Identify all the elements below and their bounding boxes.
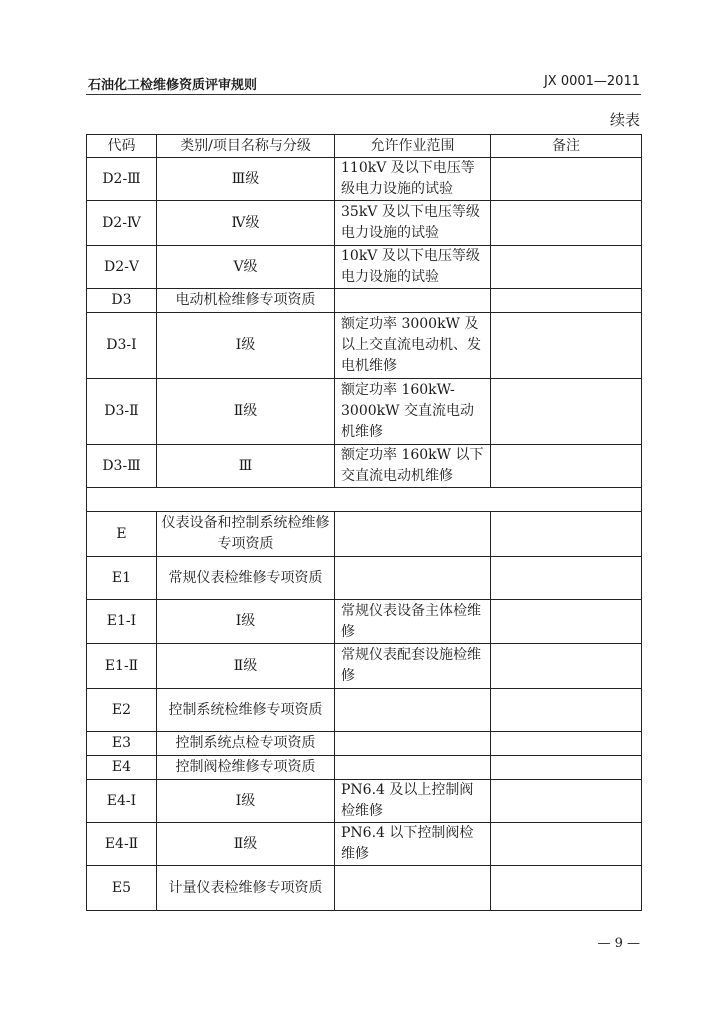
table-header-row <box>87 135 642 158</box>
row-code: E3 <box>87 732 157 756</box>
table-row <box>87 246 642 289</box>
table-row <box>87 600 642 644</box>
continued-label: 续表 <box>609 111 640 129</box>
row-code: D2-Ⅳ <box>87 201 157 246</box>
row-note <box>491 644 642 689</box>
row-scope <box>335 732 491 756</box>
row-code: D3 <box>87 289 157 313</box>
row-scope: 常规仪表配套设施检维修 <box>335 644 491 689</box>
row-note <box>491 246 642 289</box>
table-row <box>87 512 642 557</box>
table-row <box>87 644 642 689</box>
row-code: E1 <box>87 557 157 600</box>
row-code: D2-Ⅲ <box>87 158 157 201</box>
row-note <box>491 201 642 246</box>
row-note <box>491 756 642 780</box>
qualification-table <box>86 134 642 911</box>
row-note <box>491 379 642 445</box>
table-row <box>87 823 642 866</box>
row-scope: 110kV 及以下电压等级电力设施的试验 <box>335 158 491 201</box>
column-header-scope: 允许作业范围 <box>335 135 491 158</box>
row-code: E4-Ⅱ <box>87 823 157 866</box>
row-note <box>491 313 642 379</box>
column-header-note: 备注 <box>491 135 642 158</box>
table-row <box>87 689 642 732</box>
table-row <box>87 780 642 823</box>
row-name: Ⅱ级 <box>157 379 335 445</box>
row-name: Ⅰ级 <box>157 600 335 644</box>
row-code: E4 <box>87 756 157 780</box>
row-note <box>491 866 642 911</box>
row-code: D3-Ⅱ <box>87 379 157 445</box>
row-note <box>491 823 642 866</box>
row-scope: 10kV 及以下电压等级电力设施的试验 <box>335 246 491 289</box>
row-note <box>491 689 642 732</box>
row-scope: 额定功率 160kW-3000kW 交直流电动机维修 <box>335 379 491 445</box>
empty-row-cell <box>87 488 642 512</box>
row-name: 计量仪表检维修专项资质 <box>157 866 335 911</box>
document-title: 石油化工检维修资质评审规则 <box>88 78 258 93</box>
standard-code: JX 0001—2011 <box>543 74 640 89</box>
row-scope <box>335 557 491 600</box>
header-rule <box>86 94 641 95</box>
row-code: E1-Ⅱ <box>87 644 157 689</box>
row-name: 控制系统点检专项资质 <box>157 732 335 756</box>
table-row <box>87 732 642 756</box>
table-row <box>87 379 642 445</box>
row-scope <box>335 512 491 557</box>
row-note <box>491 289 642 313</box>
row-name: Ⅰ级 <box>157 313 335 379</box>
row-name: 控制阀检维修专项资质 <box>157 756 335 780</box>
table-row <box>87 201 642 246</box>
table-row <box>87 866 642 911</box>
row-note <box>491 445 642 488</box>
row-note <box>491 512 642 557</box>
row-note <box>491 780 642 823</box>
row-scope <box>335 866 491 911</box>
row-scope: PN6.4 以下控制阀检维修 <box>335 823 491 866</box>
row-code: D3-Ⅰ <box>87 313 157 379</box>
row-name: 常规仪表检维修专项资质 <box>157 557 335 600</box>
table-row <box>87 289 642 313</box>
table-row <box>87 557 642 600</box>
row-name: 电动机检维修专项资质 <box>157 289 335 313</box>
row-name: Ⅰ级 <box>157 780 335 823</box>
row-code: E4-Ⅰ <box>87 780 157 823</box>
row-scope <box>335 756 491 780</box>
row-scope: 额定功率 160kW 以下交直流电动机维修 <box>335 445 491 488</box>
row-code: D3-Ⅲ <box>87 445 157 488</box>
row-scope: 35kV 及以下电压等级电力设施的试验 <box>335 201 491 246</box>
row-note <box>491 158 642 201</box>
row-code: E5 <box>87 866 157 911</box>
row-code: E2 <box>87 689 157 732</box>
row-scope: PN6.4 及以上控制阀检维修 <box>335 780 491 823</box>
column-header-name: 类别/项目名称与分级 <box>157 135 335 158</box>
table-row <box>87 158 642 201</box>
row-code: E <box>87 512 157 557</box>
row-scope: 常规仪表设备主体检维修 <box>335 600 491 644</box>
row-name: Ⅳ级 <box>157 201 335 246</box>
column-header-code: 代码 <box>87 135 157 158</box>
row-note <box>491 600 642 644</box>
row-note <box>491 557 642 600</box>
row-code: D2-Ⅴ <box>87 246 157 289</box>
row-scope <box>335 689 491 732</box>
row-name: Ⅱ级 <box>157 823 335 866</box>
row-name: 仪表设备和控制系统检维修专项资质 <box>157 512 335 557</box>
row-note <box>491 732 642 756</box>
table-row-empty <box>87 488 642 512</box>
row-scope <box>335 289 491 313</box>
table-row <box>87 756 642 780</box>
row-name: Ⅴ级 <box>157 246 335 289</box>
row-name: 控制系统检维修专项资质 <box>157 689 335 732</box>
row-scope: 额定功率 3000kW 及以上交直流电动机、发电机维修 <box>335 313 491 379</box>
row-name: Ⅱ级 <box>157 644 335 689</box>
page-number: — 9 — <box>597 936 640 951</box>
table-row <box>87 445 642 488</box>
row-name: Ⅲ <box>157 445 335 488</box>
row-code: E1-Ⅰ <box>87 600 157 644</box>
table-row <box>87 313 642 379</box>
row-name: Ⅲ级 <box>157 158 335 201</box>
